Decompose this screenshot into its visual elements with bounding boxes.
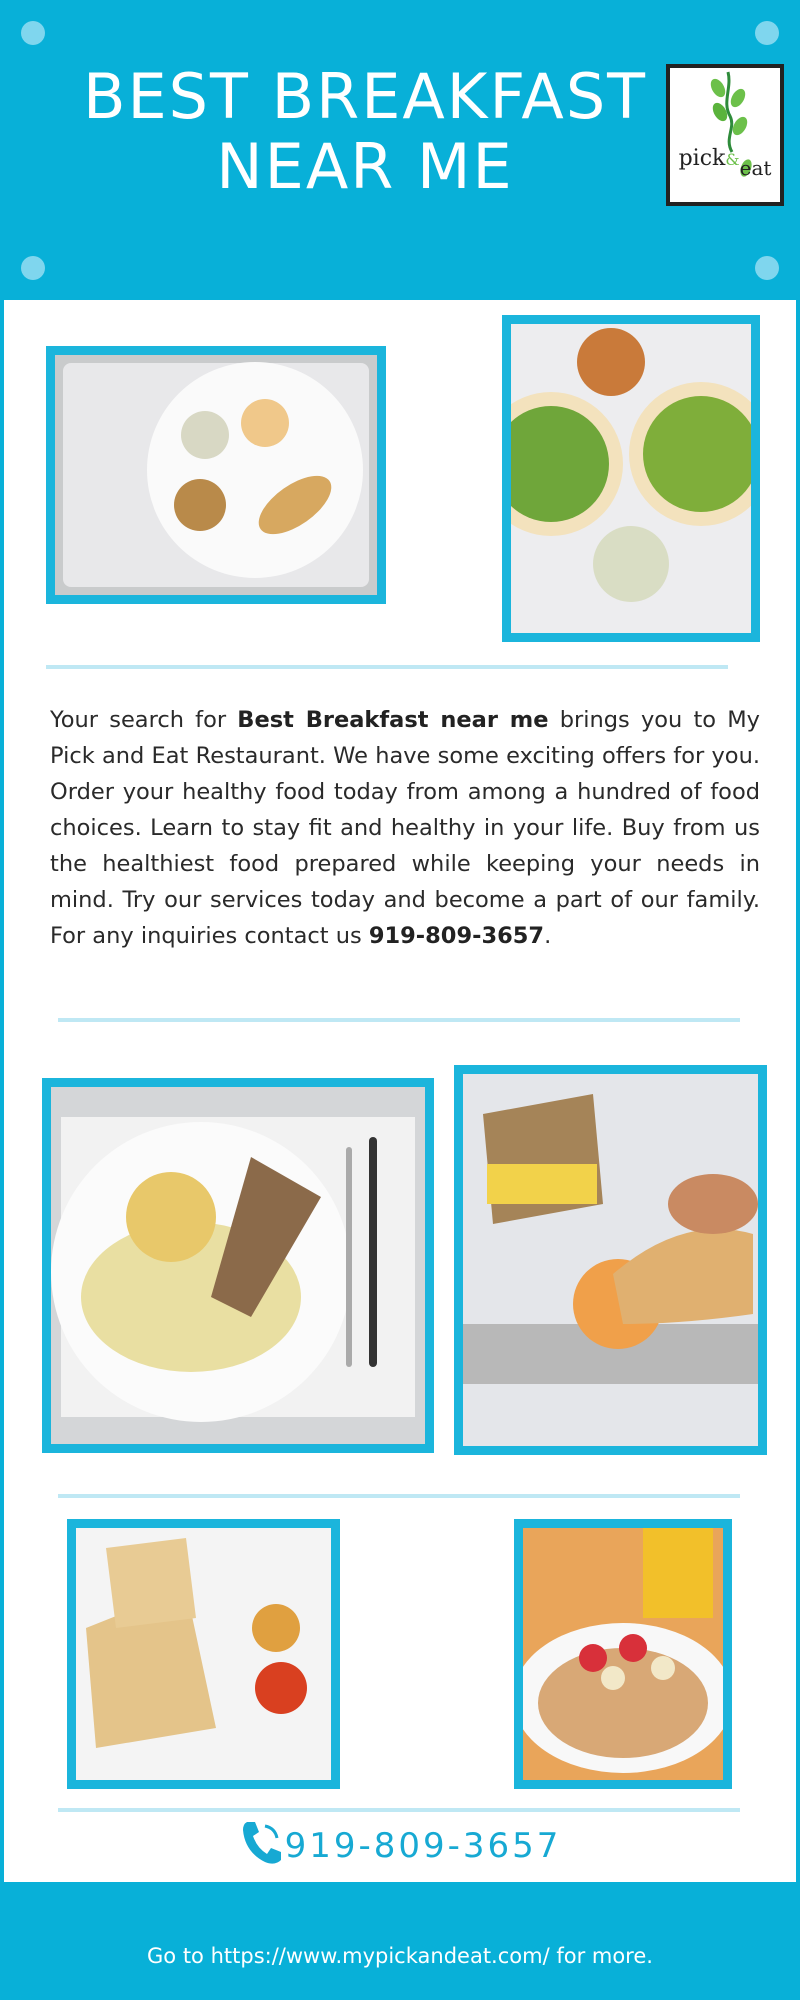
contact-phone[interactable] (0, 1818, 800, 1866)
logo-pick: pick (678, 146, 726, 171)
divider (58, 1018, 740, 1022)
divider (58, 1808, 740, 1812)
description-text: brings you to My Pick and Eat Restaurant. We have some exciting offers for you. Order your healthy food today from among a hundred of food choices. Learn to stay fit and healthy in your life. Buy from us the healthiest food prepared while keeping your needs in mind. Try our services today and become a part of our family. For any inquiries contact us (50, 707, 760, 949)
sandwich-image (463, 1074, 758, 1446)
tacos-image (511, 324, 751, 633)
description-end: . (544, 923, 552, 949)
divider (58, 1494, 740, 1498)
inline-phone-number[interactable]: 919-809-3657 (368, 923, 545, 949)
pick-and-eat-logo[interactable] (666, 64, 784, 206)
vine-leaf-icon (670, 68, 780, 202)
contact-phone-number[interactable]: 919-809-3657 (284, 1826, 562, 1866)
omelette-with-toast-photo (42, 1078, 434, 1453)
quesadilla-image (76, 1528, 331, 1780)
decorative-dot (21, 256, 45, 280)
footer (0, 1882, 800, 2000)
highlight-keyword: Best Breakfast near me (237, 707, 549, 733)
title-line-1: BEST BREAKFAST (82, 60, 648, 133)
phone-icon (239, 1818, 283, 1866)
decorative-dot (755, 21, 779, 45)
footer-website-text[interactable]: Go to https://www.mypickandeat.com/ for more. (147, 1944, 653, 1968)
header-banner (0, 0, 800, 300)
tacos-with-sauce-photo (502, 315, 760, 642)
page-title (70, 62, 660, 202)
breakfast-sandwich-photo (454, 1065, 767, 1455)
title-line-2: NEAR ME (216, 130, 514, 203)
dumplings-image (55, 355, 377, 595)
decorative-dot (755, 256, 779, 280)
decorative-dot (21, 21, 45, 45)
logo-eat: eat (739, 156, 772, 180)
description-paragraph (50, 702, 760, 954)
logo-wordmark (670, 146, 780, 180)
omelette-image (51, 1087, 425, 1444)
logo-ampersand: & (725, 150, 740, 169)
description-intro: Your search for (50, 707, 238, 733)
pancakes-with-fruit-photo (514, 1519, 732, 1789)
divider (46, 665, 728, 669)
quesadilla-with-salsa-photo (67, 1519, 340, 1789)
dumplings-with-dips-photo (46, 346, 386, 604)
pancakes-image (523, 1528, 723, 1780)
